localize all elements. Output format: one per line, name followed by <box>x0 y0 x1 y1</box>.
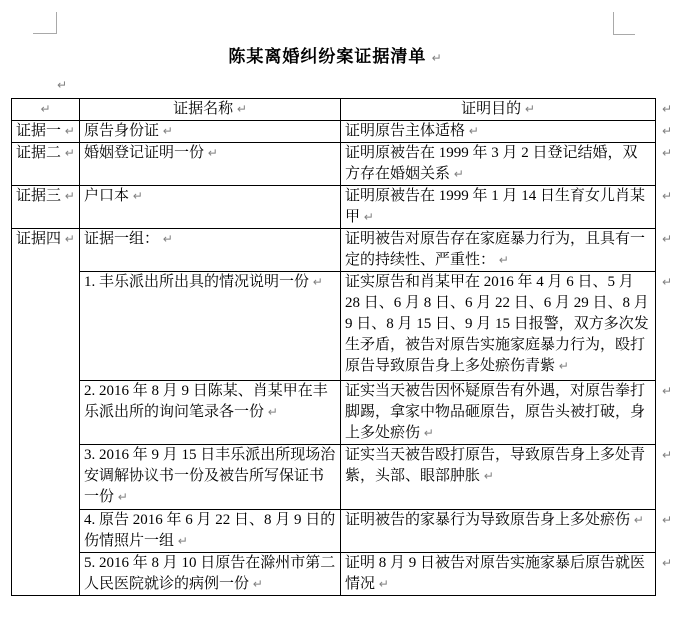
row-end-area <box>656 229 680 272</box>
evidence4-item2-purpose-cell[interactable] <box>341 381 656 445</box>
table-row-evidence1 <box>12 121 680 143</box>
cell-text: 婚姻登记证明一份 <box>84 145 205 161</box>
row-end-mark: ↵ <box>662 512 673 527</box>
evidence4-item5-purpose-cell[interactable] <box>341 553 656 596</box>
cell-text: 2. 2016 年 8 月 9 日陈某、肖某甲在丰乐派出所的询问笔录各一份 <box>84 383 328 420</box>
cell-text: 3. 2016 年 9 月 15 日丰乐派出所现场治安调解协议书一份及被告所写保证书一份 <box>84 447 336 505</box>
row-end-area <box>656 553 680 596</box>
cell-text: 证据二 <box>16 145 62 161</box>
evidence1-purpose-cell[interactable] <box>341 121 656 143</box>
row-end-area <box>656 99 680 121</box>
empty-paragraph[interactable] <box>57 74 67 96</box>
cell-end-mark: ↵ <box>64 189 75 203</box>
cell-text: 证据一 <box>16 123 62 139</box>
header-cell-evidence-name[interactable] <box>80 99 341 121</box>
cell-text: 证据一组： <box>84 231 160 247</box>
cell-end-mark: ↵ <box>132 189 143 203</box>
evidence3-name-cell[interactable] <box>80 186 341 229</box>
cell-end-mark: ↵ <box>468 124 479 138</box>
cell-text: 证明被告对原告存在家庭暴力行为，且具有一定的持续性、严重性： <box>345 231 646 268</box>
header-text: 证据名称 <box>173 101 234 117</box>
row-end-area <box>656 381 680 445</box>
cell-end-mark: ↵ <box>40 102 51 116</box>
header-cell-proof-purpose[interactable] <box>341 99 656 121</box>
row-end-mark: ↵ <box>662 555 673 570</box>
cell-text: 证明原被告在 1999 年 1 月 14 日生育女儿肖某甲 <box>345 188 646 225</box>
row-end-area <box>656 445 680 510</box>
evidence4-item4-purpose-cell[interactable] <box>341 510 656 553</box>
cell-end-mark: ↵ <box>633 513 644 527</box>
cell-end-mark: ↵ <box>498 253 509 267</box>
row-end-mark: ↵ <box>662 188 673 203</box>
row-end-mark: ↵ <box>662 383 673 398</box>
row-end-mark: ↵ <box>662 145 673 160</box>
evidence4-item3-name-cell[interactable] <box>80 445 341 510</box>
evidence4-item5-name-cell[interactable] <box>80 553 341 596</box>
cell-end-mark: ↵ <box>207 146 218 160</box>
cell-end-mark: ↵ <box>423 426 434 440</box>
cell-text: 证据三 <box>16 188 62 204</box>
paragraph-mark: ↵ <box>431 51 442 65</box>
cell-end-mark: ↵ <box>363 210 374 224</box>
row-end-mark: ↵ <box>662 123 673 138</box>
cell-end-mark: ↵ <box>162 232 173 246</box>
table-row-evidence4-item4 <box>12 510 680 553</box>
cell-text: 证明 8 月 9 日被告对原告实施家暴后原告就医情况 <box>345 555 646 592</box>
cell-text: 证明原告主体适格 <box>345 123 466 139</box>
evidence4-item2-name-cell[interactable] <box>80 381 341 445</box>
table-row-evidence3 <box>12 186 680 229</box>
evidence2-purpose-cell[interactable] <box>341 143 656 186</box>
margin-mark-top-left <box>33 12 57 34</box>
cell-text: 证实原告和肖某甲在 2016 年 4 月 6 日、5 月 28 日、6 月 8 日、6 月 22 日、6 月 29 日、8 月 9 日、8 月 15 日、9 月 15 日报警，双方多次发生矛盾，被告对原告实施家庭暴力行为，殴打原告导致原告身上多处瘀伤青紫 <box>345 274 649 374</box>
table-row-evidence4-item5 <box>12 553 680 596</box>
row-end-mark: ↵ <box>662 274 673 289</box>
cell-text: 证据四 <box>16 231 62 247</box>
row-end-mark: ↵ <box>662 101 673 116</box>
cell-end-mark: ↵ <box>64 146 75 160</box>
evidence4-name-cell[interactable] <box>80 229 341 272</box>
row-end-area <box>656 510 680 553</box>
evidence4-purpose-cell[interactable] <box>341 229 656 272</box>
cell-end-mark: ↵ <box>64 232 75 246</box>
header-text: 证明目的 <box>461 101 522 117</box>
row-end-area <box>656 143 680 186</box>
evidence1-name-cell[interactable] <box>80 121 341 143</box>
cell-text: 1. 丰乐派出所出具的情况说明一份 <box>84 274 310 290</box>
document-title: 陈某离婚纠纷案证据清单 <box>228 47 427 66</box>
title-paragraph[interactable] <box>57 45 613 70</box>
row-end-area <box>656 272 680 381</box>
table-row-evidence4-group-header <box>12 229 680 272</box>
cell-end-mark: ↵ <box>177 534 188 548</box>
cell-end-mark: ↵ <box>558 359 569 373</box>
row-end-area <box>656 186 680 229</box>
margin-mark-top-right <box>613 12 635 35</box>
cell-text: 证明原被告在 1999 年 3 月 2 日登记结婚，双方存在婚姻关系 <box>345 145 638 182</box>
table-row-evidence4-item3 <box>12 445 680 510</box>
cell-end-mark: ↵ <box>378 577 389 591</box>
cell-text: 证实当天被告因怀疑原告有外遇，对原告拳打脚踢，拿家中物品砸原告，原告头被打破，身上多处瘀伤 <box>345 383 646 441</box>
header-cell-empty[interactable] <box>12 99 80 121</box>
cell-end-mark: ↵ <box>236 102 247 116</box>
evidence4-label-cell[interactable] <box>12 229 80 596</box>
evidence3-label-cell[interactable] <box>12 186 80 229</box>
evidence2-label-cell[interactable] <box>12 143 80 186</box>
table-row-evidence2 <box>12 143 680 186</box>
cell-text: 户口本 <box>84 188 130 204</box>
cell-text: 4. 原告 2016 年 6 月 22 日、8 月 9 日的伤情照片一组 <box>84 512 336 549</box>
table-header-row <box>12 99 680 121</box>
table-row-evidence4-item2 <box>12 381 680 445</box>
cell-text: 证实当天被告殴打原告，导致原告身上多处青紫，头部、眼部肿胀 <box>345 447 646 484</box>
evidence4-item1-purpose-cell[interactable] <box>341 272 656 381</box>
cell-text: 5. 2016 年 8 月 10 日原告在滁州市第二人民医院就诊的病例一份 <box>84 555 336 592</box>
cell-text: 证明被告的家暴行为导致原告身上多处瘀伤 <box>345 512 631 528</box>
evidence4-item3-purpose-cell[interactable] <box>341 445 656 510</box>
table-row-evidence4-item1 <box>12 272 680 381</box>
cell-end-mark: ↵ <box>252 577 263 591</box>
cell-end-mark: ↵ <box>162 124 173 138</box>
evidence4-item1-name-cell[interactable] <box>80 272 341 381</box>
evidence-table <box>11 98 680 596</box>
row-end-mark: ↵ <box>662 447 673 462</box>
evidence1-label-cell[interactable] <box>12 121 80 143</box>
evidence4-item4-name-cell[interactable] <box>80 510 341 553</box>
cell-text: 原告身份证 <box>84 123 160 139</box>
cell-end-mark: ↵ <box>117 490 128 504</box>
cell-end-mark: ↵ <box>483 469 494 483</box>
cell-end-mark: ↵ <box>453 167 464 181</box>
cell-end-mark: ↵ <box>267 405 278 419</box>
cell-end-mark: ↵ <box>524 102 535 116</box>
cell-end-mark: ↵ <box>64 124 75 138</box>
evidence2-name-cell[interactable] <box>80 143 341 186</box>
cell-end-mark: ↵ <box>312 275 323 289</box>
evidence3-purpose-cell[interactable] <box>341 186 656 229</box>
paragraph-mark: ↵ <box>57 78 68 92</box>
row-end-area <box>656 121 680 143</box>
row-end-mark: ↵ <box>662 231 673 246</box>
